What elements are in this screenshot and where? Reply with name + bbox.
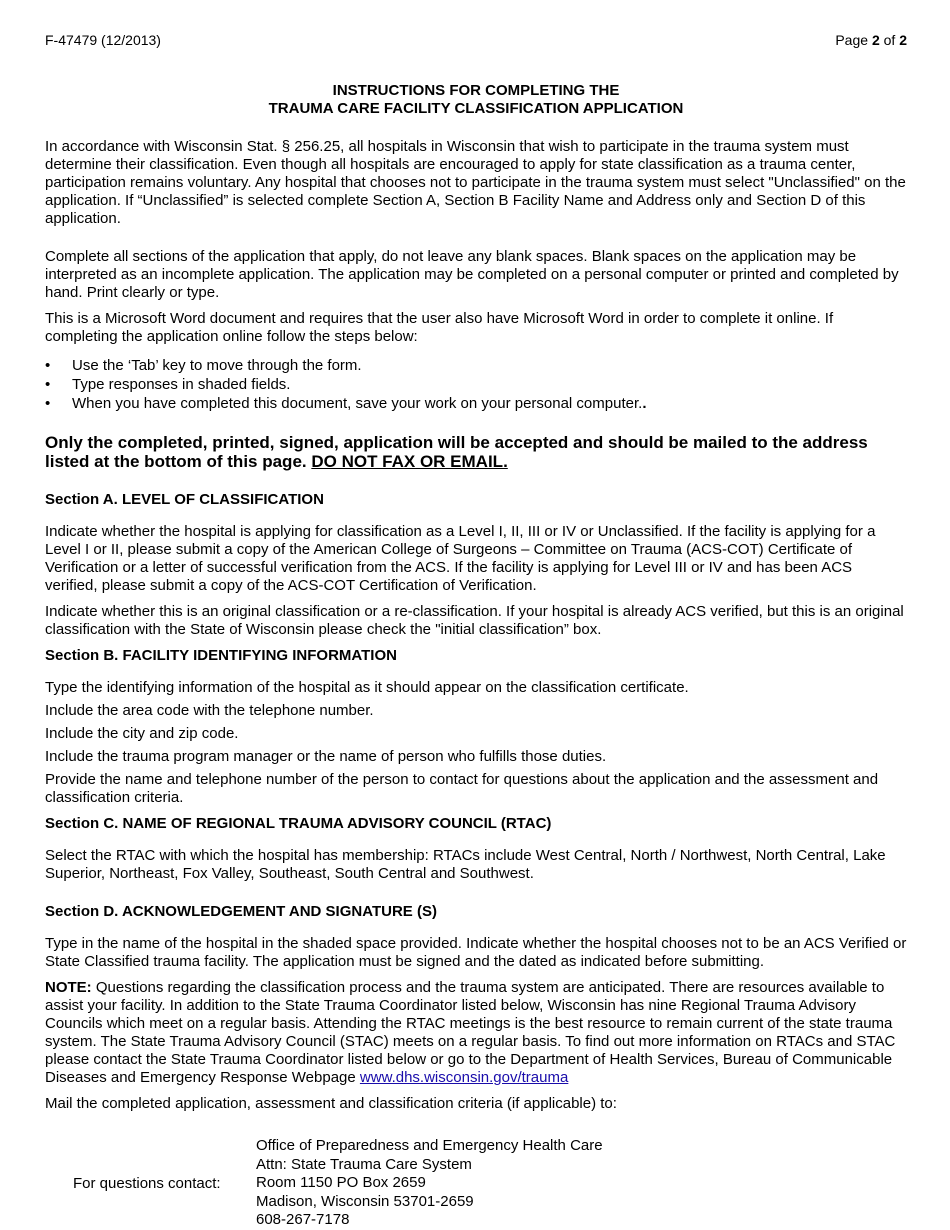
mailing-requirement-notice: Only the completed, printed, signed, application will be accepted and should be mailed to the address listed at the bottom of this page. DO NOT FAX OR EMAIL.	[45, 433, 868, 471]
section-a-paragraph-2: Indicate whether this is an original classification or a re-classification. If your hospital is already ACS verified, but this is an original classification with the State of Wisconsin please check the "initial classification” box.	[45, 603, 904, 638]
section-a-heading: Section A. LEVEL OF CLASSIFICATION	[45, 491, 324, 508]
list-item: • Use the ‘Tab’ key to move through the form.	[45, 357, 362, 374]
bullet-icon: •	[45, 395, 51, 412]
address-line: Room 1150 PO Box 2659	[256, 1174, 426, 1191]
address-line: Office of Preparedness and Emergency Health Care	[256, 1137, 603, 1154]
page-header	[45, 32, 907, 52]
intro-paragraph-2: Complete all sections of the application that apply, do not leave any blank spaces. Blank spaces on the application may be interpreted as an incomplete application. The application may be completed on a personal computer or printed and completed by hand. Print clearly or type.	[45, 248, 899, 301]
dhs-trauma-link[interactable]: www.dhs.wisconsin.gov/trauma	[359, 1069, 569, 1086]
phone-number: 608-267-7178	[256, 1211, 350, 1228]
address-line: Attn: State Trauma Care System	[256, 1155, 472, 1173]
section-d-paragraph: Type in the name of the hospital in the shaded space provided. Indicate whether the hospital chooses not to be an ACS Verified or State Classified trauma facility. The application must be signed and the dated as indicated before submitting.	[45, 935, 907, 970]
section-b-item: Type the identifying information of the hospital as it should appear on the classification certificate.	[45, 679, 689, 696]
intro-paragraph-1: In accordance with Wisconsin Stat. § 256.25, all hospitals in Wisconsin that wish to participate in the trauma system must determine their classification. Even though all hospitals are encouraged to apply for state classification as a trauma center, participation remains voluntary. Any hospital that chooses not to participate in the trauma system must select "Unclassified" on the application. If “Unclassified” is selected complete Section A, Section B Facility Name and Address only and Section D of this application.	[45, 138, 906, 227]
section-b-heading: Section B. FACILITY IDENTIFYING INFORMATION	[45, 647, 397, 664]
list-item: • When you have completed this document, save your work on your personal computer..	[45, 395, 647, 412]
note-paragraph: NOTE: Questions regarding the classification process and the trauma system are anticipated. There are resources available to assist your facility. In addition to the State Trauma Coordinator listed below, Wisconsin has nine Regional Trauma Advisory Councils which meet on a regular basis. Attending the RTAC meetings is the best resource to remain current of the state trauma system. The State Trauma Advisory Council (STAC) meets on a regular basis. To find out more information on RTACs and STAC please contact the State Trauma Coordinator listed below or go to the Department of Health Services, Bureau of Communicable Diseases and Emergency Response Webpage www.dhs.wisconsin.gov/trauma	[45, 979, 896, 1086]
address-line: Madison, Wisconsin 53701-2659	[256, 1192, 474, 1210]
section-b-item: Include the city and zip code.	[45, 725, 239, 742]
section-b-item: Include the area code with the telephone number.	[45, 702, 374, 719]
form-id: F-47479 (12/2013)	[45, 32, 161, 48]
list-item: • Type responses in shaded fields.	[45, 376, 291, 393]
note-label: NOTE:	[45, 979, 92, 996]
contact-address	[256, 1137, 603, 1230]
section-b-item: Provide the name and telephone number of the person to contact for questions about the application and the assessment and classification criteria.	[45, 771, 879, 806]
bullet-icon: •	[45, 357, 51, 374]
intro-paragraph-3: This is a Microsoft Word document and requires that the user also have Microsoft Word in order to complete it online. If completing the application online follow the steps below:	[45, 310, 834, 345]
section-b-item: Include the trauma program manager or the name of person who fulfills those duties.	[45, 748, 607, 765]
page-number: Page 2 of 2	[835, 32, 907, 48]
section-c-paragraph: Select the RTAC with which the hospital has membership: RTACs include West Central, North / Northwest, North Central, Lake Superior, Northeast, Fox Valley, Southeast, South Central and Southwest.	[45, 847, 886, 882]
bullet-icon: •	[45, 376, 51, 393]
no-fax-email-warning: DO NOT FAX OR EMAIL.	[311, 452, 508, 471]
section-c-heading: Section C. NAME OF REGIONAL TRAUMA ADVISORY COUNCIL (RTAC)	[45, 815, 552, 832]
document-page	[45, 32, 907, 1230]
section-d-heading: Section D. ACKNOWLEDGEMENT AND SIGNATURE (S)	[45, 903, 437, 920]
document-title	[45, 82, 907, 118]
mail-instructions: Mail the completed application, assessment and classification criteria (if applicable) to:	[45, 1095, 617, 1112]
title-line-1: INSTRUCTIONS FOR COMPLETING THE	[332, 82, 620, 99]
section-a-paragraph-1: Indicate whether the hospital is applying for classification as a Level I, II, III or IV or Unclassified. If the facility is applying for a Level I or II, please submit a copy of the American College of Surgeons – Committee on Trauma (ACS-COT) Certificate of Verification or a letter of successful verification from the ACS. If the facility is applying for Level III or IV and has been ACS verified, please submit a copy of the ACS-COT Certification of Verification.	[45, 523, 876, 594]
title-line-2: TRAUMA CARE FACILITY CLASSIFICATION APPLICATION	[268, 100, 684, 117]
online-steps-list	[45, 356, 907, 413]
contact-label: For questions contact:	[73, 1174, 221, 1192]
contact-block	[45, 1137, 907, 1230]
